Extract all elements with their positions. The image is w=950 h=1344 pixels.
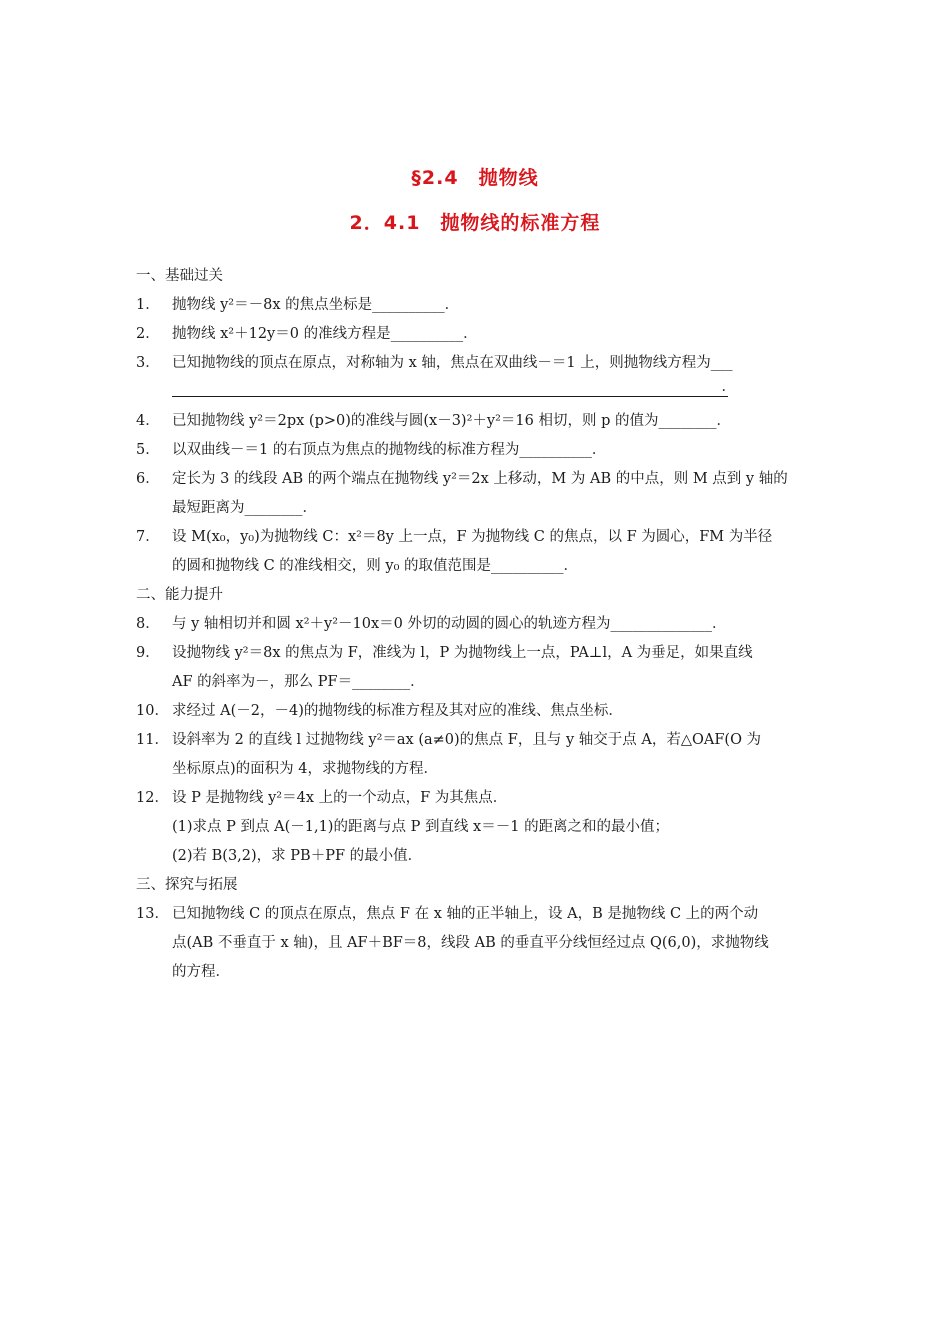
problem-text-continued: 的方程．: [172, 964, 230, 980]
problem-number: 12．: [136, 790, 169, 806]
problem-3: [136, 349, 816, 378]
problem-text: 设 P 是抛物线 y²＝4x 上的一个动点，F 为其焦点．: [172, 790, 508, 806]
problem-number: 6．: [136, 471, 160, 487]
problem-number: 1．: [136, 297, 160, 313]
page-title: §2.4 抛物线: [411, 167, 539, 189]
problem-text: 已知抛物线的顶点在原点，对称轴为 x 轴，焦点在双曲线－＝1 上，则抛物线方程为___: [172, 355, 733, 371]
problem-2: [136, 320, 816, 349]
problem-11: [136, 726, 816, 755]
answer-blank-line: [136, 378, 816, 407]
sub-question-2: (2)若 B(3,2)，求 PB＋PF 的最小值．: [172, 848, 423, 864]
problem-number: 7．: [136, 529, 160, 545]
problem-text: 以双曲线－＝1 的右顶点为焦点的抛物线的标准方程为__________．: [172, 442, 607, 458]
page-subtitle: 2．4.1 抛物线的标准方程: [349, 212, 601, 234]
problem-number: 3．: [136, 355, 160, 371]
problem-9: [136, 639, 816, 668]
problem-number: 5．: [136, 442, 160, 458]
problem-10: [136, 697, 816, 726]
problem-13: [136, 900, 816, 929]
problem-list: [136, 262, 816, 987]
problem-text-continued: AF 的斜率为－，那么 PF＝________．: [172, 674, 425, 690]
problem-text: 已知抛物线 C 的顶点在原点，焦点 F 在 x 轴的正半轴上，设 A，B 是抛物线 C 上的两个动: [172, 906, 759, 922]
problem-text: 抛物线 x²＋12y＝0 的准线方程是__________．: [172, 326, 478, 342]
sub-question-1: (1)求点 P 到点 A(－1,1)的距离与点 P 到直线 x＝－1 的距离之和的最小值；: [172, 819, 670, 835]
problem-1: [136, 291, 816, 320]
problem-number: 4．: [136, 413, 160, 429]
problem-text-continued: 最短距离为________．: [172, 500, 317, 516]
problem-number: 11．: [136, 732, 169, 748]
problem-8: [136, 610, 816, 639]
problem-text: 求经过 A(－2，－4)的抛物线的标准方程及其对应的准线、焦点坐标．: [172, 703, 623, 719]
problem-text-continued: 点(AB 不垂直于 x 轴)，且 AF＋BF＝8，线段 AB 的垂直平分线恒经过点 Q(6,0)，求抛物线: [172, 935, 769, 951]
problem-12: [136, 784, 816, 813]
problem-number: 10．: [136, 703, 169, 719]
section-heading-advanced: 二、能力提升: [136, 587, 223, 603]
problem-number: 13．: [136, 906, 169, 922]
problem-text: 已知抛物线 y²＝2px (p>0)的准线与圆(x－3)²＋y²＝16 相切，则 p 的值为________．: [172, 413, 731, 429]
problem-number: 9．: [136, 645, 160, 661]
problem-text: 与 y 轴相切并和圆 x²＋y²－10x＝0 外切的动圆的圆心的轨迹方程为______________．: [172, 616, 727, 632]
problem-text: 定长为 3 的线段 AB 的两个端点在抛物线 y²＝2x 上移动，M 为 AB 的中点，则 M 点到 y 轴的: [172, 471, 788, 487]
problem-text: 设斜率为 2 的直线 l 过抛物线 y²＝ax (a≠0)的焦点 F，且与 y 轴交于点 A，若△OAF(O 为: [172, 732, 762, 748]
problem-text: 抛物线 y²＝－8x 的焦点坐标是__________．: [172, 297, 460, 313]
problem-4: [136, 407, 816, 436]
problem-text-continued: 的圆和抛物线 C 的准线相交，则 y₀ 的取值范围是__________．: [172, 558, 579, 574]
blank-end-mark: ．: [721, 379, 736, 395]
problem-text: 设 M(x₀，y₀)为抛物线 C：x²＝8y 上一点，F 为抛物线 C 的焦点，以 F 为圆心，FM 为半径: [172, 529, 773, 545]
problem-5: [136, 436, 816, 465]
problem-text-continued: 坐标原点)的面积为 4，求抛物线的方程．: [172, 761, 438, 777]
problem-text: 设抛物线 y²＝8x 的焦点为 F，准线为 l，P 为抛物线上一点，PA⊥l，A 为垂足，如果直线: [172, 645, 753, 661]
problem-number: 2．: [136, 326, 160, 342]
section-heading-basic: 一、基础过关: [136, 268, 223, 284]
problem-6: [136, 465, 816, 494]
problem-7: [136, 523, 816, 552]
section-heading-explore: 三、探究与拓展: [136, 877, 238, 893]
answer-blank: [172, 378, 736, 397]
problem-number: 8．: [136, 616, 160, 632]
